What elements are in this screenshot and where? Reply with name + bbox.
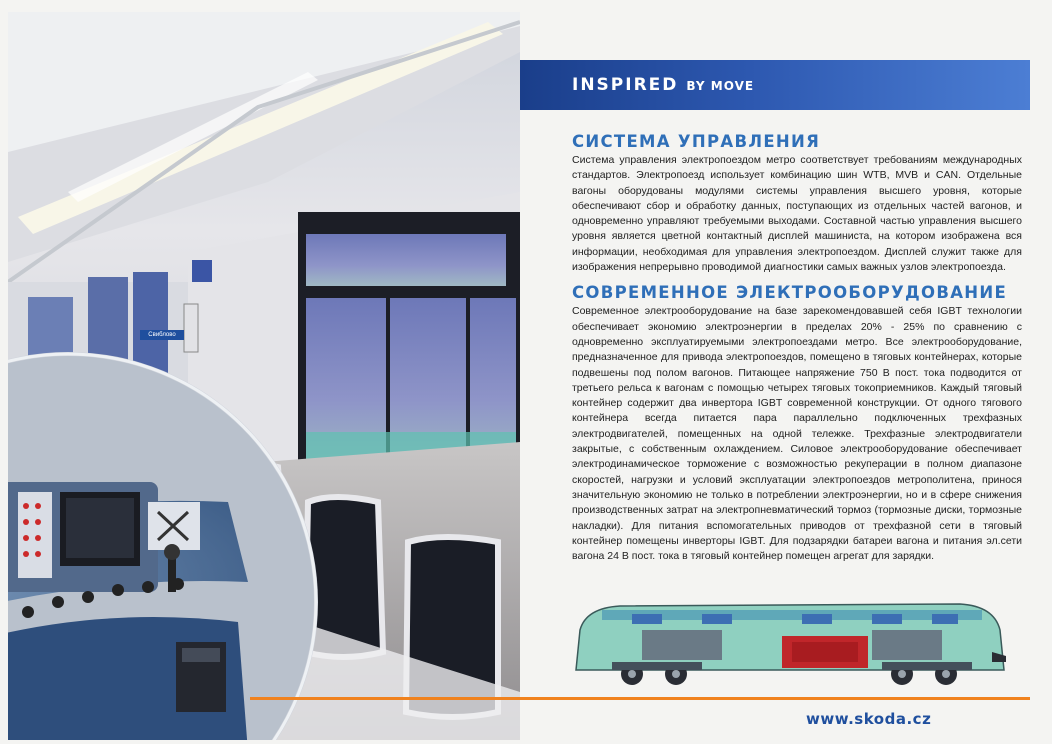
interior-photo-illustration: [8, 12, 520, 740]
website-url[interactable]: www.skoda.cz: [806, 710, 932, 728]
section-title-control-system: СИСТЕМА УПРАВЛЕНИЯ: [572, 132, 821, 151]
section-body-control-system: Система управления электропоездом метро соответствует требованиям международных стандартов. Электропоезд использует комбинацию шин WTB, MVB и CAN. Отдельные вагоны оборудованы модулями системы управления высшего уровня, которые обеспечивают сбор и обработку данных, поступающих из отдельных частей вагонов, и одновременно управляют требуемыми выходами. Составной частью управления высшего уровня является цветной контактный дисплей машиниста, на котором изображена вся информации, необходимая для управления электропоездом. Дисплей служит также для изображения непрерывно проводимой диагностики самых важных узлов электропоезда.: [572, 154, 1022, 274]
brand-slogan: [572, 75, 754, 95]
section-title-electrical-equipment: СОВРЕМЕННОЕ ЭЛЕКТРООБОРУДОВАНИЕ: [572, 283, 1008, 303]
train-cutaway-illustration: [572, 600, 1012, 692]
interior-photo: [8, 12, 520, 740]
article-content: [572, 132, 1022, 564]
slogan-word-inspired: INSPIRED: [572, 75, 679, 95]
brand-banner: [520, 60, 1030, 110]
station-sign: Свиблово: [140, 330, 184, 340]
slogan-word-by-move: BY MOVE: [686, 79, 755, 93]
footer-accent-line: [250, 697, 1030, 700]
section-body-electrical-equipment: Современное электрооборудование на базе зарекомендовавшей себя IGBT технологии обеспечивает экономию электроэнергии в пределах 20% - 25% по сравнению с одновременно эксплуатируемыми электропоездами метро. Все электрооборудование, предназначенное для привода электропоездов, помещено в тяговых контейнерах, которые подвешены под полом вагонов. Питающее напряжение 750 В пост. тока подводится от третьего рельса к вагонам с помощью четырех тяговых токоприемников. Каждый тяговый контейнер содержит два инвертора IGBT современной конструкции. От одного тягового контейнера всегда питается пара параллельно подключенных трехфазных электродвигателей, помещенных на одной тележке. Трехфазные электродвигатели закрытые, с собственным охлаждением. Силовое электрооборудование обеспечивает электродинамическое торможение с возможностью рекуперации в полном диапазоне скоростей, нагрузки и условий эксплуатации электропоездов метрополитена, принося значительную экономию не только в потреблении электроэнергии, но и в сфере снижения производственных затрат на электропневматический тормоз (тормозные диски, тормозные накладки). Для питания вспомогательных приводов от трехфазной сети в тяговый контейнер помещены инверторы IGBT. Для подзарядки батареи вагона и питания эл.сети вагона 24 В пост. тока в тяговый контейнер помещен агрегат для зарядки.: [572, 305, 1022, 563]
train-cutaway-drawing: [572, 600, 1012, 692]
section-spacer: [572, 275, 1022, 283]
